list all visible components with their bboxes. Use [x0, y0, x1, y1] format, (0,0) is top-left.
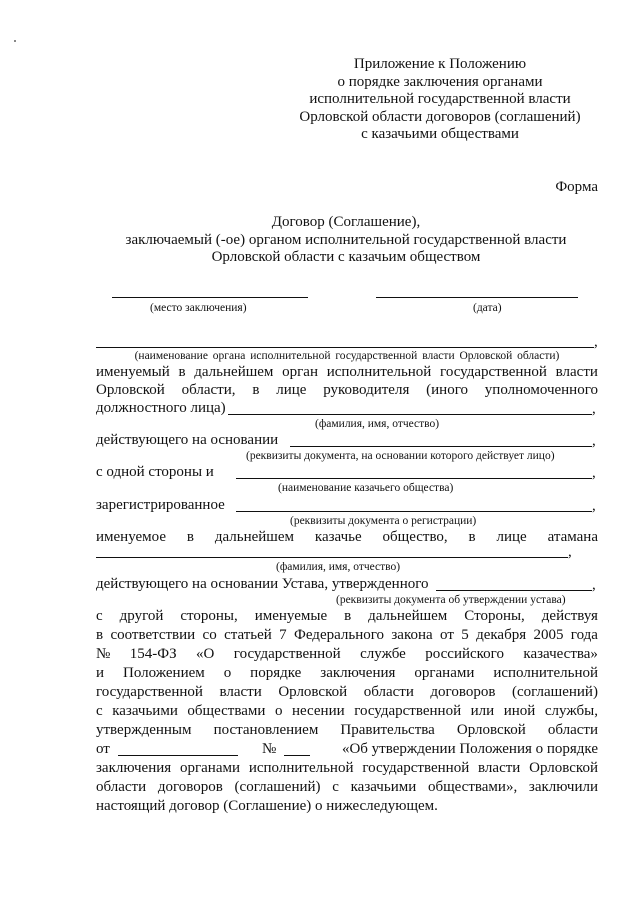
word: действуя	[541, 608, 598, 624]
form-label: Форма	[555, 179, 598, 195]
comma: ,	[592, 465, 596, 481]
word: заключения	[96, 760, 172, 776]
word: власти	[219, 684, 262, 700]
word: со	[202, 627, 217, 643]
decree-date-field-line[interactable]	[118, 755, 238, 756]
word: с	[96, 703, 103, 719]
title-line: заключаемый (-ое) органом исполнительной государственной власти	[125, 231, 567, 248]
date-caption: (дата)	[473, 302, 502, 314]
word: обществами»,	[427, 779, 518, 795]
word: именуемый	[96, 364, 170, 380]
word: в	[344, 608, 352, 624]
word: (соглашений)	[511, 684, 598, 700]
word: о	[223, 665, 232, 681]
word: дальнейшем	[368, 608, 448, 624]
word: постановлением	[213, 722, 319, 738]
word: казачьими	[350, 779, 417, 795]
word: дальнейшем	[214, 529, 295, 545]
comma: ,	[594, 334, 598, 350]
word: утвержденным	[96, 722, 192, 738]
word: уполномоченного	[484, 382, 598, 398]
word: Федерального	[294, 627, 385, 643]
date-field-line[interactable]	[376, 297, 578, 298]
cossack-name-field-line[interactable]	[236, 478, 592, 479]
comma: ,	[592, 433, 596, 449]
annex-line: Приложение к Положению	[353, 56, 527, 72]
word: 7	[279, 627, 287, 643]
annex-line: о порядке заключения органами	[337, 73, 543, 90]
word: Орловской	[456, 722, 526, 738]
word: области,	[181, 382, 236, 398]
official-label: должностного лица)	[96, 400, 226, 416]
basis-caption: (реквизиты документа, на основании которого действует лицо)	[246, 450, 555, 462]
word: договоров	[430, 684, 496, 700]
annex-line: исполнительной государственной власти	[309, 91, 571, 107]
word: соответствии	[110, 627, 196, 643]
paragraph-line	[96, 529, 598, 546]
document-title	[96, 214, 596, 267]
word: Стороны,	[464, 608, 525, 624]
word: общество,	[382, 529, 448, 545]
word: государственной	[440, 364, 547, 380]
word: в	[252, 382, 260, 398]
paragraph-line	[96, 665, 598, 682]
word: несении	[292, 703, 345, 719]
word: другой	[119, 608, 164, 624]
paragraph-line	[96, 779, 598, 796]
word: Орловской	[96, 382, 165, 398]
official-fio-field-line[interactable]	[228, 414, 592, 415]
comma: ,	[592, 577, 596, 593]
word: 5	[461, 627, 469, 643]
word: исполнительной	[248, 760, 354, 776]
paragraph-line	[96, 646, 598, 663]
charter-field-line[interactable]	[436, 590, 592, 591]
paragraph-line	[96, 364, 598, 381]
place-caption: (место заключения)	[150, 302, 247, 314]
word: Правительства	[340, 722, 435, 738]
word: декабря	[476, 627, 527, 643]
word: лице	[496, 529, 527, 545]
word: государственной	[233, 646, 341, 662]
word: атамана	[547, 529, 598, 545]
word: руководителя	[323, 382, 410, 398]
paragraph-line	[96, 627, 598, 644]
word: (соглашений)	[234, 779, 321, 795]
from-label: от	[96, 741, 110, 757]
organ-name-field-line[interactable]	[96, 347, 594, 348]
word: орган	[282, 364, 318, 380]
charter-caption: (реквизиты документа об утверждении устава)	[336, 594, 566, 606]
organ-caption: (наименование органа исполнительной государственной власти Орловской области)	[134, 350, 560, 362]
word: в	[96, 627, 104, 643]
word: российского	[425, 646, 504, 662]
paragraph-last-line: настоящий договор (Соглашение) о нижеследующем.	[96, 798, 438, 814]
word: дальнейшем	[194, 364, 274, 380]
word: Положением	[122, 665, 205, 681]
registration-caption: (реквизиты документа о регистрации)	[290, 515, 477, 527]
acting-basis-label: действующего на основании	[96, 432, 279, 448]
word: казачьими	[112, 703, 178, 719]
place-field-line[interactable]	[112, 297, 308, 298]
word: «О	[196, 646, 215, 662]
word: статьей	[224, 627, 272, 643]
word: лице	[276, 382, 307, 398]
word: государственной	[354, 703, 462, 719]
word: казачества»	[523, 646, 598, 662]
paragraph-line	[96, 382, 598, 399]
word: казачье	[314, 529, 362, 545]
registered-label: зарегистрированное	[96, 497, 225, 513]
word: Орловской	[529, 760, 598, 776]
comma: ,	[592, 498, 596, 514]
word: именуемое	[96, 529, 166, 545]
word: года	[570, 627, 598, 643]
word: обществами	[187, 703, 266, 719]
word: договоров	[157, 779, 223, 795]
decree-number-field-line[interactable]	[284, 755, 310, 756]
title-line: Орловской области с казачьим обществом	[211, 249, 481, 265]
word: заключили	[528, 779, 598, 795]
word: 2005	[533, 627, 564, 643]
word: заключения	[320, 665, 396, 681]
word: органами	[414, 665, 475, 681]
word: иной	[503, 703, 536, 719]
word: закона	[391, 627, 433, 643]
annex-header	[290, 56, 590, 144]
paragraph-line	[96, 608, 598, 625]
word: в	[186, 529, 194, 545]
paragraph-line	[96, 684, 598, 701]
word: государственной	[362, 760, 470, 776]
comma: ,	[568, 544, 572, 560]
word: власти	[478, 760, 521, 776]
word: службы,	[544, 703, 598, 719]
title-line: Договор (Соглашение),	[271, 214, 421, 230]
one-side-label: с одной стороны и	[96, 464, 214, 480]
annex-line: с казачьими обществами	[361, 126, 519, 142]
scan-dot	[14, 40, 16, 42]
word: в	[178, 364, 186, 380]
paragraph-line	[96, 722, 598, 739]
word: Орловской	[278, 684, 348, 700]
word: от	[440, 627, 454, 643]
word: стороны,	[180, 608, 238, 624]
registration-field-line[interactable]	[236, 511, 592, 512]
word: порядке	[250, 665, 302, 681]
word: или	[470, 703, 495, 719]
word: области	[96, 779, 147, 795]
paragraph-line	[96, 760, 598, 777]
word: 154-ФЗ	[129, 646, 177, 662]
word: области	[363, 684, 414, 700]
word: исполнительной	[493, 665, 598, 681]
annex-line: Орловской области договоров (соглашений)	[299, 108, 581, 125]
word: именуемые	[254, 608, 328, 624]
word: и	[96, 665, 105, 681]
word: (иного	[426, 382, 468, 398]
fio-caption: (фамилия, имя, отчество)	[276, 561, 401, 573]
word: власти	[555, 364, 598, 380]
paragraph-line	[96, 703, 598, 720]
word: в	[468, 529, 476, 545]
cossack-caption: (наименование казачьего общества)	[278, 482, 454, 494]
word: органами	[179, 760, 240, 776]
word: с	[332, 779, 339, 795]
word: службе	[360, 646, 406, 662]
number-sign: №	[262, 741, 277, 757]
word: государственной	[96, 684, 203, 700]
charter-label: действующего на основании Устава, утвержденного	[96, 576, 429, 592]
fio-caption: (фамилия, имя, отчество)	[315, 418, 440, 430]
basis-field-line[interactable]	[290, 446, 592, 447]
comma: ,	[592, 401, 596, 417]
word: о	[274, 703, 283, 719]
word: исполнительной	[326, 364, 432, 380]
ataman-fio-field-line[interactable]	[96, 557, 568, 558]
word: области	[547, 722, 598, 738]
decree-title-start: «Об утверждении Положения о порядке	[341, 741, 598, 757]
word: с	[96, 608, 103, 624]
word: №	[96, 646, 111, 662]
